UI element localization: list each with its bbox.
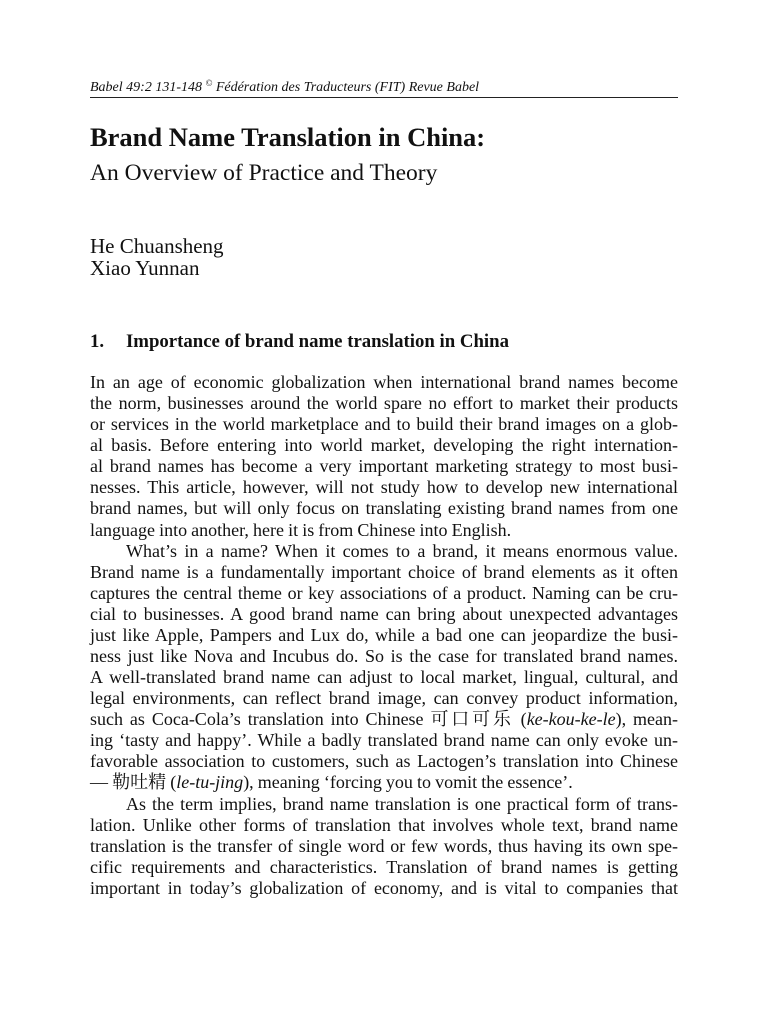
text-line: translation is the transfer of single word or few words, thus having its own spe- bbox=[90, 835, 678, 856]
text-line: the norm, businesses around the world spare no effort to market their products bbox=[90, 393, 678, 414]
section-heading bbox=[90, 331, 509, 352]
text-line: just like Apple, Pampers and Lux do, while a bad one can jeopardize the busi- bbox=[90, 624, 678, 645]
section-number: 1. bbox=[90, 331, 105, 352]
body-paragraph bbox=[90, 794, 678, 899]
body-paragraph bbox=[90, 372, 678, 541]
text-line: ness just like Nova and Incubus do. So is the case for translated brand names. bbox=[90, 646, 678, 667]
journal-citation: Babel 49:2 131-148 bbox=[90, 80, 202, 95]
text-line: nesses. This article, however, will not study how to develop new international bbox=[90, 477, 678, 498]
text-line: ing ‘tasty and happy’. While a badly translated brand name can only evoke un- bbox=[90, 730, 678, 751]
text-line: cial to businesses. A good brand name can bring about unexpected advantages bbox=[90, 603, 678, 624]
text-line bbox=[90, 772, 678, 793]
text-line: al brand names has become a very important marketing strategy to most busi- bbox=[90, 456, 678, 477]
text-line bbox=[90, 709, 678, 730]
text-line: cific requirements and characteristics. Translation of brand names is getting bbox=[90, 856, 678, 877]
body-text bbox=[90, 372, 678, 899]
text-line: legal environments, can reflect brand image, can convey product information, bbox=[90, 688, 678, 709]
author-list bbox=[90, 235, 224, 279]
text-line: What’s in a name? When it comes to a brand, it means enormous value. bbox=[126, 540, 678, 561]
text-segment: — 勒吐精 ( bbox=[90, 772, 177, 793]
text-line: important in today’s globalization of economy, and is vital to companies that bbox=[90, 877, 678, 898]
text-segment: such as Coca-Cola’s translation into Chinese 可口可乐 ( bbox=[90, 709, 527, 730]
text-line: language into another, here it is from Chinese into English. bbox=[90, 519, 512, 540]
publisher-name: Fédération des Traducteurs (FIT) Revue Babel bbox=[215, 80, 480, 95]
copyright-symbol: © bbox=[205, 78, 213, 88]
romanization-term: le-tu-jing bbox=[176, 772, 244, 793]
text-line: lation. Unlike other forms of translation that involves whole text, brand name bbox=[90, 814, 678, 835]
text-line: favorable association to customers, such as Lactogen’s translation into Chinese bbox=[90, 751, 678, 772]
author-name: Xiao Yunnan bbox=[90, 256, 200, 280]
running-header bbox=[90, 79, 479, 96]
text-line: captures the central theme or key associations of a product. Naming can be cru- bbox=[90, 582, 678, 603]
text-line: al basis. Before entering into world market, developing the right internation- bbox=[90, 435, 678, 456]
article-title: Brand Name Translation in China: bbox=[90, 122, 486, 152]
author-name: He Chuansheng bbox=[90, 234, 224, 258]
body-paragraph bbox=[90, 541, 678, 794]
text-segment: ), mean- bbox=[615, 709, 678, 730]
text-line: A well-translated brand name can adjust to local market, lingual, cultural, and bbox=[90, 667, 678, 688]
text-line: As the term implies, brand name translation is one practical form of trans- bbox=[126, 793, 678, 814]
text-line: In an age of economic globalization when international brand names become bbox=[90, 372, 678, 392]
section-title: Importance of brand name translation in China bbox=[126, 331, 509, 352]
text-line: or services in the world marketplace and to build their brand images on a glob- bbox=[90, 414, 678, 435]
article-subtitle: An Overview of Practice and Theory bbox=[90, 160, 438, 186]
text-segment: ), meaning ‘forcing you to vomit the essence’. bbox=[243, 772, 573, 793]
text-line: brand names, but will only focus on translating existing brand names from one bbox=[90, 498, 678, 519]
romanization-term: ke-kou-ke-le bbox=[526, 709, 616, 730]
text-line: Brand name is a fundamentally important choice of brand elements as it often bbox=[90, 561, 678, 582]
header-rule bbox=[90, 97, 678, 98]
